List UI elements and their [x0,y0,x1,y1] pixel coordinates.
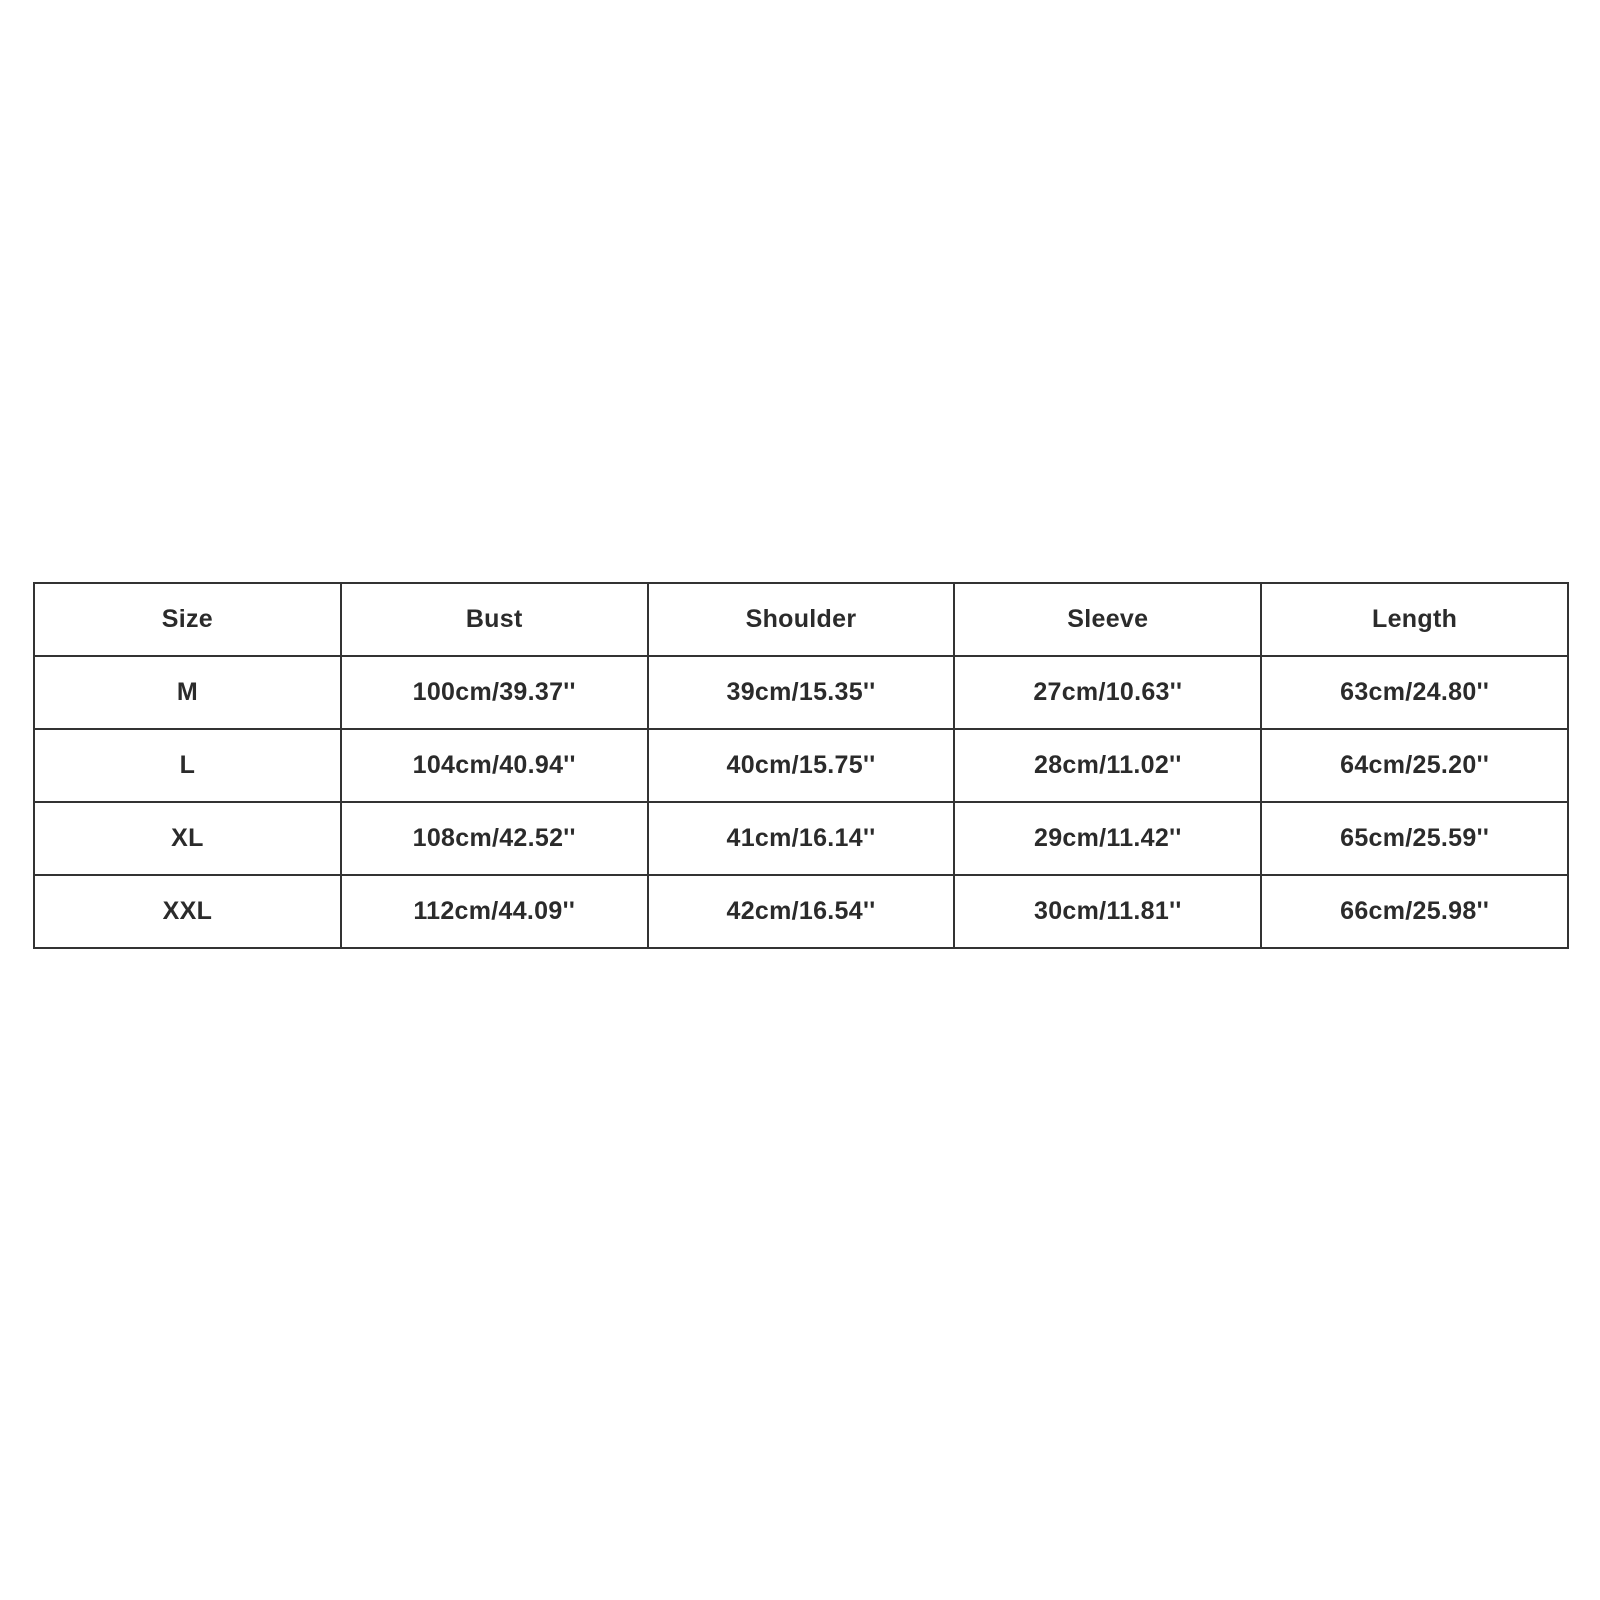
cell-bust: 100cm/39.37'' [341,656,648,729]
cell-sleeve: 28cm/11.02'' [954,729,1261,802]
cell-size: XL [34,802,341,875]
cell-sleeve: 27cm/10.63'' [954,656,1261,729]
table-row [34,656,1568,729]
cell-length: 63cm/24.80'' [1261,656,1568,729]
table-row [34,875,1568,948]
table-row [34,802,1568,875]
header-sleeve: Sleeve [954,583,1261,656]
cell-shoulder: 40cm/15.75'' [648,729,955,802]
header-length: Length [1261,583,1568,656]
table-body [34,656,1568,948]
cell-shoulder: 42cm/16.54'' [648,875,955,948]
cell-size: M [34,656,341,729]
header-shoulder: Shoulder [648,583,955,656]
header-size: Size [34,583,341,656]
cell-size: XXL [34,875,341,948]
table-row [34,729,1568,802]
header-bust: Bust [341,583,648,656]
cell-length: 64cm/25.20'' [1261,729,1568,802]
cell-sleeve: 30cm/11.81'' [954,875,1261,948]
cell-length: 65cm/25.59'' [1261,802,1568,875]
cell-shoulder: 41cm/16.14'' [648,802,955,875]
cell-length: 66cm/25.98'' [1261,875,1568,948]
cell-bust: 104cm/40.94'' [341,729,648,802]
cell-size: L [34,729,341,802]
cell-bust: 112cm/44.09'' [341,875,648,948]
cell-shoulder: 39cm/15.35'' [648,656,955,729]
cell-bust: 108cm/42.52'' [341,802,648,875]
header-row [34,583,1568,656]
cell-sleeve: 29cm/11.42'' [954,802,1261,875]
size-chart-table [33,582,1569,949]
table-header [34,583,1568,656]
